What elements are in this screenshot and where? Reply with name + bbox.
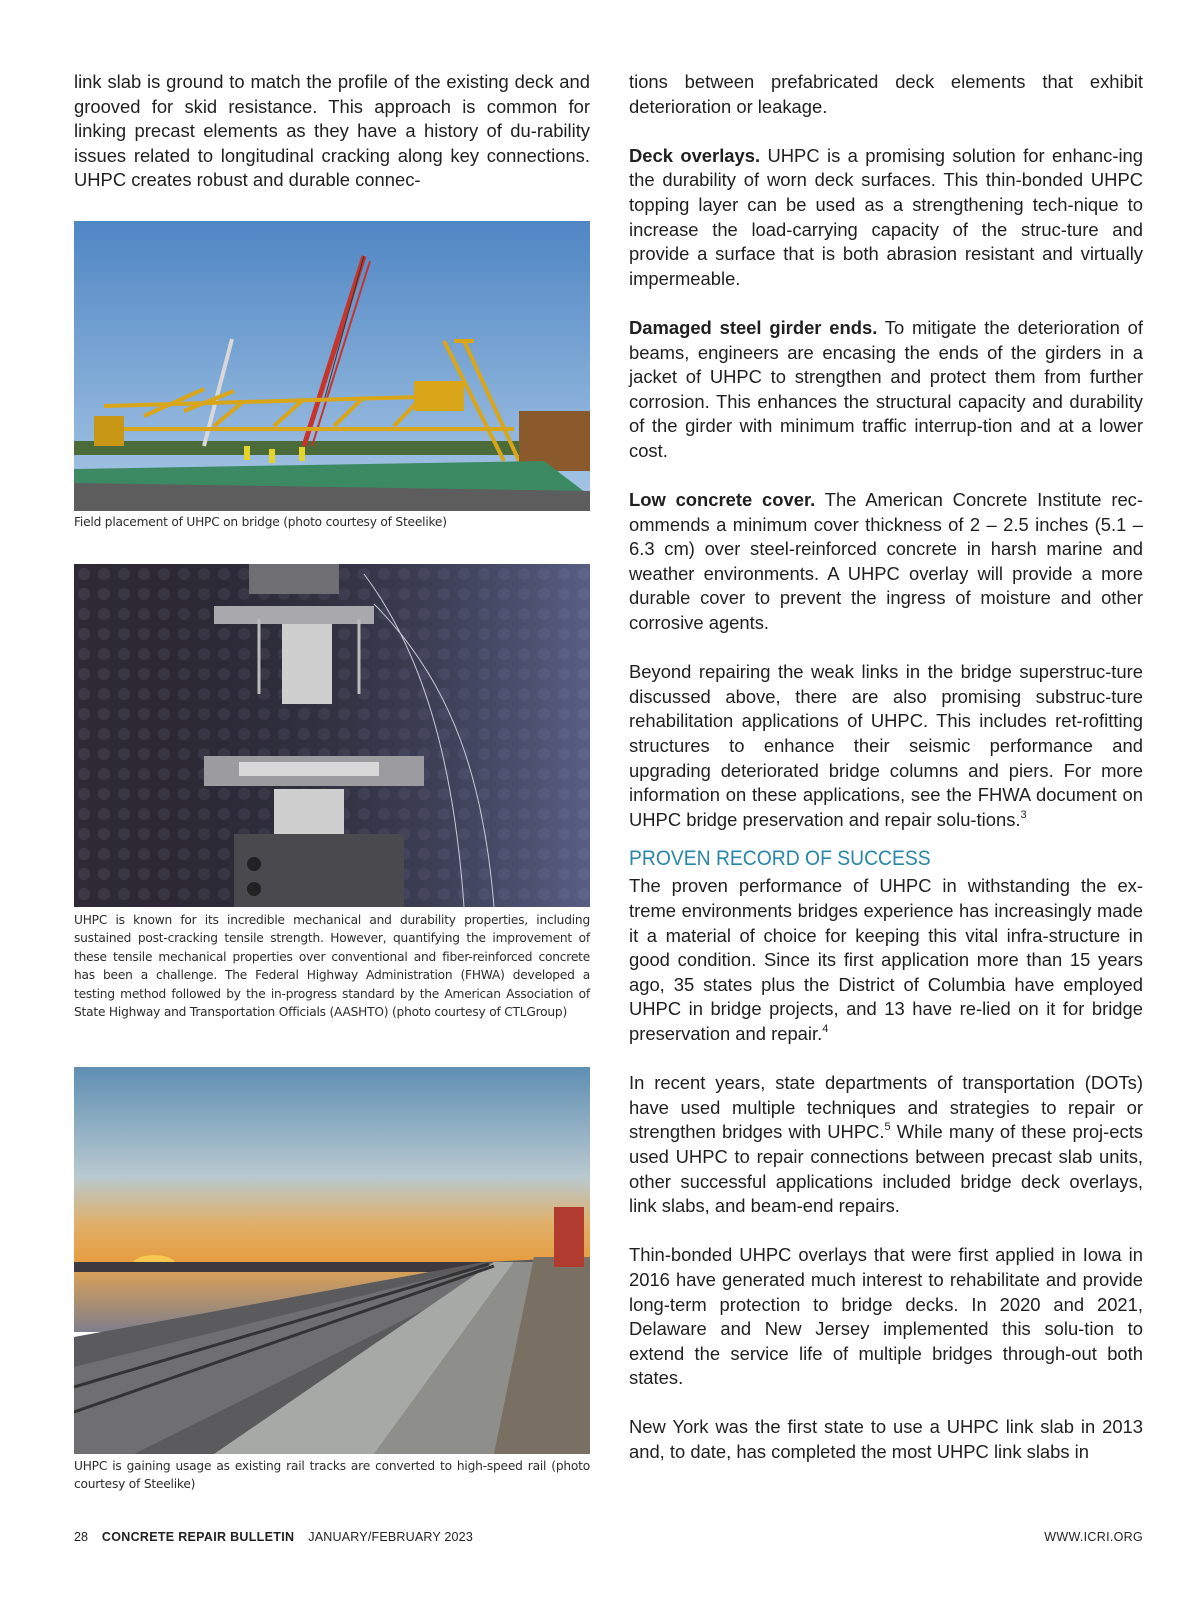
- right-column: [629, 70, 1143, 1489]
- photo-field-placement: [74, 221, 590, 511]
- figure-caption-3: UHPC is gaining usage as existing rail tracks are converted to high-speed rail (photo courtesy of Steelike): [74, 1459, 590, 1492]
- footnote-ref-5: 5: [884, 1121, 891, 1134]
- publication-name: CONCRETE REPAIR BULLETIN: [101, 1530, 295, 1544]
- substructure-paragraph: [629, 660, 1143, 832]
- girder-ends-body: To mitigate the deterioration of beams, engineers are encasing the ends of the girders in a jacket of UHPC to strengthen and protect them from further corrosion. This enhances the structural capacity and durability of the girder with minimum traffic interrup-tion and at a lower cost.: [629, 316, 1144, 461]
- issue-date: JANUARY/FEBRUARY 2023: [308, 1530, 473, 1544]
- deck-overlays-title: Deck overlays.: [629, 144, 761, 166]
- footnote-ref-4: 4: [822, 1022, 829, 1035]
- overlays-iowa-paragraph: Thin-bonded UHPC overlays that were first applied in Iowa in 2016 have generated much interest to rehabilitate and provide long-term protection to bridge decks. In 2020 and 2021, Delaware and New Jersey implemented this solu-tion to extend the service life of multiple bridges through-out both states.: [629, 1244, 1143, 1389]
- girder-ends-paragraph: [629, 316, 1143, 464]
- dots-paragraph: [629, 1071, 1143, 1219]
- concrete-cover-paragraph: [629, 488, 1143, 636]
- concrete-cover-title: Low concrete cover.: [629, 489, 816, 511]
- left-intro-paragraph: link slab is ground to match the profile of the existing deck and grooved for skid resistance. This approach is common for linking precast elements as they have a history of du-rability issues related to longitudinal cracking along key connections. UHPC creates robust and durable connec-: [74, 71, 590, 191]
- proven-record-paragraph: [629, 874, 1143, 1046]
- photo-tensile-test: [74, 564, 590, 907]
- right-paragraph-1: tions between prefabricated deck elements that exhibit deterioration or leakage.: [629, 71, 1143, 117]
- dots-body-a: In recent years, state departments of transportation (DOTs) have used multiple techniques and strategies to repair or strengthen bridges with UHPC.: [629, 1072, 1143, 1143]
- page-number: 28: [74, 1530, 88, 1544]
- photo-rail-sunset: [74, 1067, 590, 1454]
- new-york-paragraph: New York was the first state to use a UHPC link slab in 2013 and, to date, has completed the most UHPC link slabs in: [629, 1416, 1143, 1463]
- footer-left: [74, 1530, 473, 1544]
- figure-caption-1: Field placement of UHPC on bridge (photo courtesy of Steelike): [74, 515, 447, 529]
- proven-record-body: The proven performance of UHPC in withstanding the ex-treme environments bridges experience has increasingly made it a material of choice for keeping this vital infra-structure in good condition. Since its first application more than 15 years ago, 35 states plus the District of Columbia have employed UHPC in bridge projects, and 13 have re-lied on it for bridge preservation and repair.: [629, 875, 1143, 1044]
- left-column: [74, 70, 590, 218]
- dots-body-b: While many of these proj-ects used UHPC to repair connections between precast slab units, other successful applications included bridge deck overlays, link slabs, and beam-end repairs.: [629, 1121, 1143, 1217]
- girder-ends-title: Damaged steel girder ends.: [629, 316, 878, 338]
- website-link[interactable]: WWW.ICRI.ORG: [1044, 1530, 1143, 1544]
- figure-caption-2: UHPC is known for its incredible mechanical and durability properties, including sustained post-cracking tensile strength. However, quantifying the improvement of these tensile mechanical properties over conventional and fiber-reinforced concrete has been a challenge. The Federal Highway Administration (FHWA) developed a testing method followed by the in-progress standard by the American Association of State Highway and Transportation Officials (AASHTO) (photo courtesy of CTLGroup): [74, 913, 590, 1020]
- deck-overlays-paragraph: [629, 144, 1143, 292]
- concrete-cover-body: The American Concrete Institute rec-ommends a minimum cover thickness of 2 – 2.5 inches (5.1 – 6.3 cm) over steel-reinforced concrete in harsh marine and weather environments. A UHPC overlay will provide a more durable cover to prevent the ingress of moisture and other corrosive agents.: [629, 489, 1144, 634]
- footnote-ref-3: 3: [1020, 808, 1027, 821]
- deck-overlays-body: UHPC is a promising solution for enhanc-ing the durability of worn deck surfaces. This thin-bonded UHPC topping layer can be used as a strengthening tech-nique to increase the load-carrying capacity of the struc-ture and provide a surface that is both abrasion resistant and virtually impermeable.: [629, 144, 1143, 289]
- substructure-body: Beyond repairing the weak links in the bridge superstruc-ture discussed above, there are also promising substruc-ture rehabilitation applications of UHPC. This includes ret-rofitting structures to enhance their seismic performance and upgrading deteriorated bridge columns and piers. For more information on these applications, see the FHWA document on UHPC bridge preservation and repair solu-tions.: [629, 661, 1143, 830]
- section-heading: PROVEN RECORD OF SUCCESS: [629, 847, 931, 871]
